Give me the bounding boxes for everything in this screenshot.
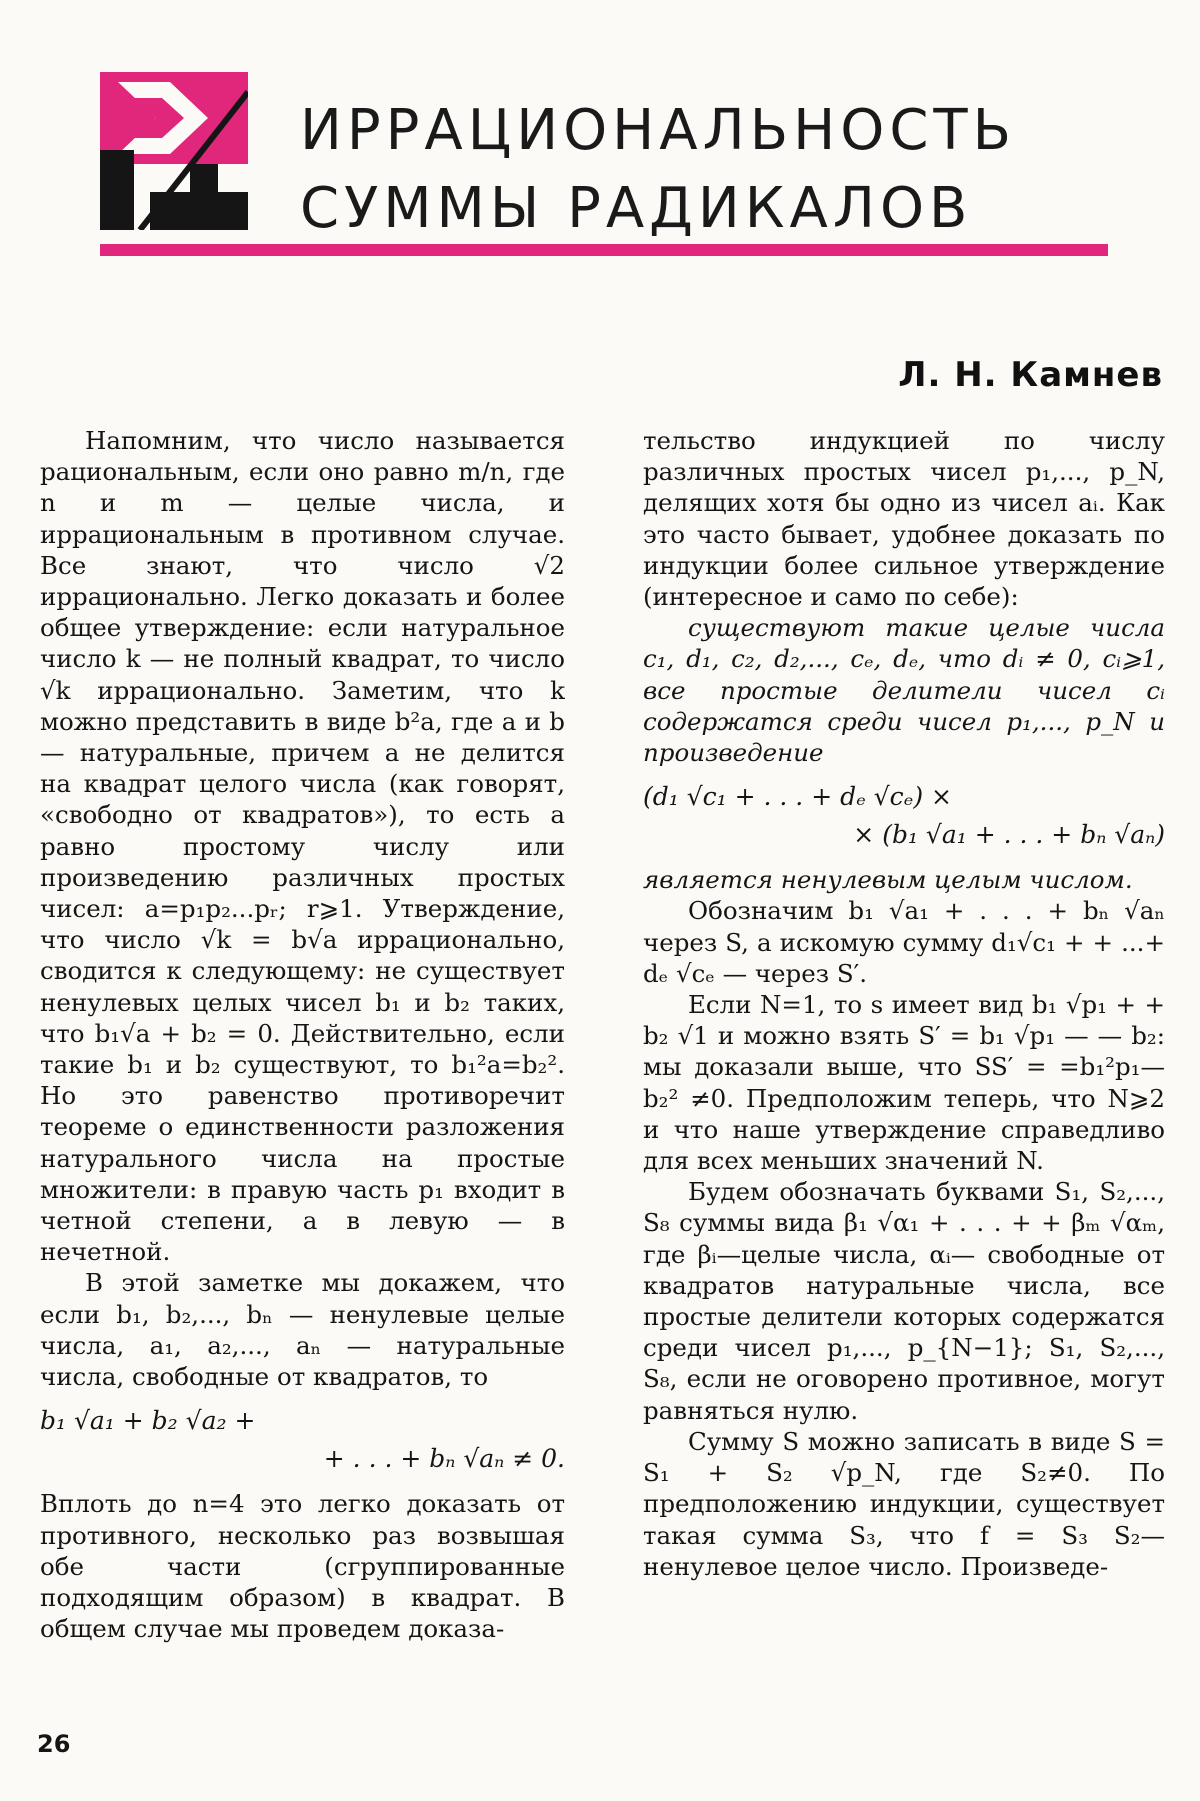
formula-line: × (b₁ √a₁ + . . . + bₙ √aₙ) — [853, 820, 1165, 850]
title-underline — [100, 244, 1108, 256]
paragraph-italic — [643, 864, 1165, 895]
paragraph: Сумму S можно записать в виде S = S₁ + S₂ √p_N, где S₂≠0. По предположению индукции, существует такая сумма S₃, что f = S₃ S₂— ненулевое целое число. Произведе- — [643, 1426, 1165, 1581]
article-title — [300, 92, 1016, 248]
page-number: 26 — [37, 1730, 71, 1758]
right-column — [643, 425, 1165, 1730]
paragraph: тельство индукцией по числу различных простых чисел p₁,..., p_N, делящих хотя бы одно из чисел aᵢ. Как это часто бывает, удобнее доказать по индукции более сильное утверждение (интересное и само по себе): — [643, 426, 1165, 612]
paragraph: Обозначим b₁ √a₁ + . . . + bₙ √aₙ через S, а искомую сумму d₁√c₁ + + ...+ dₑ √cₑ — через S′. — [643, 896, 1165, 988]
paragraph-italic — [643, 612, 1165, 768]
paragraph: Если N=1, то s имеет вид b₁ √p₁ + + b₂ √1 и можно взять S′ = b₁ √p₁ — — b₂: мы доказали выше, что SS′ = =b₁²p₁—b₂² ≠0. Предположим теперь, что N⩾2 и что наше утверждение справедливо для всех меньших значений N. — [643, 990, 1165, 1176]
formula — [40, 1402, 565, 1478]
paragraph: Вплоть до n=4 это легко доказать от противного, несколько раз возвышая обе части (сгруппированные подходящим образом) в квадрат. В общем случае мы проведем доказа- — [40, 1489, 565, 1644]
formula — [643, 778, 1165, 854]
title-line-2: СУММЫ РАДИКАЛОВ — [300, 176, 973, 241]
paragraph: В этой заметке мы докажем, что если b₁, b₂,..., bₙ — ненулевые целые числа, a₁, a₂,..., aₙ — натуральные числа, свободные от квадратов, то — [40, 1268, 565, 1392]
author-name: Л. Н. Камнев — [898, 355, 1163, 395]
paragraph: Напомним, что число называется рациональным, если оно равно m/n, где n и m — целые числа, и иррациональным в противном случае. Все знают, что число √2 иррационально. Легко доказать и более общее утверждение: если натуральное число k — не полный квадрат, то число √k иррационально. Заметим, что k можно представить в виде b²a, где a и b — натуральные, причем a не делится на квадрат целого числа (как говорят, «свободно от квадратов»), то есть a равно простому числу или произведению различных простых чисел: a=p₁p₂...pᵣ; r⩾1. Утверждение, что число √k = b√a иррационально, сводится к следующему: не существует ненулевых целых чисел b₁ и b₂ таких, что b₁√a + b₂ = 0. Действительно, если такие b₁ и b₂ существуют, то b₁²a=b₂². Но это равенство противоречит теореме о единственности разложения натурального числа на простые множители: в правую часть p₁ входит в четной степени, а в левую — в нечетной. — [40, 426, 565, 1267]
formula-line: + . . . + bₙ √aₙ ≠ 0. — [323, 1444, 565, 1474]
paragraph: Будем обозначать буквами S₁, S₂,..., S₈ суммы вида β₁ √α₁ + . . . + + βₘ √αₘ, где βᵢ—целые числа, αᵢ— свободные от квадратов натуральные числа, все простые делители которых содержатся среди чисел p₁,..., p_{N−1}; S₁, S₂,..., S₈, если не оговорено противное, могут равняться нулю. — [643, 1177, 1165, 1425]
title-line-1: ИРРАЦИОНАЛЬНОСТЬ — [300, 98, 1017, 163]
formula-line: b₁ √a₁ + b₂ √a₂ + — [40, 1406, 256, 1436]
theorem-conclusion: является ненулевым целым числом. — [643, 865, 1133, 895]
theorem-statement: существуют такие целые числа c₁, d₁, c₂, d₂,..., cₑ, dₑ, что dᵢ ≠ 0, cᵢ⩾1, все простые делители чисел cᵢ содержатся среди чисел p₁,..., p_N и произведение — [643, 613, 1165, 768]
logo-black-square — [190, 164, 218, 192]
left-column — [40, 425, 565, 1730]
article-logo — [100, 72, 248, 230]
logo-black-left — [100, 150, 134, 230]
formula-line: (d₁ √c₁ + . . . + dₑ √cₑ) × — [643, 782, 952, 812]
